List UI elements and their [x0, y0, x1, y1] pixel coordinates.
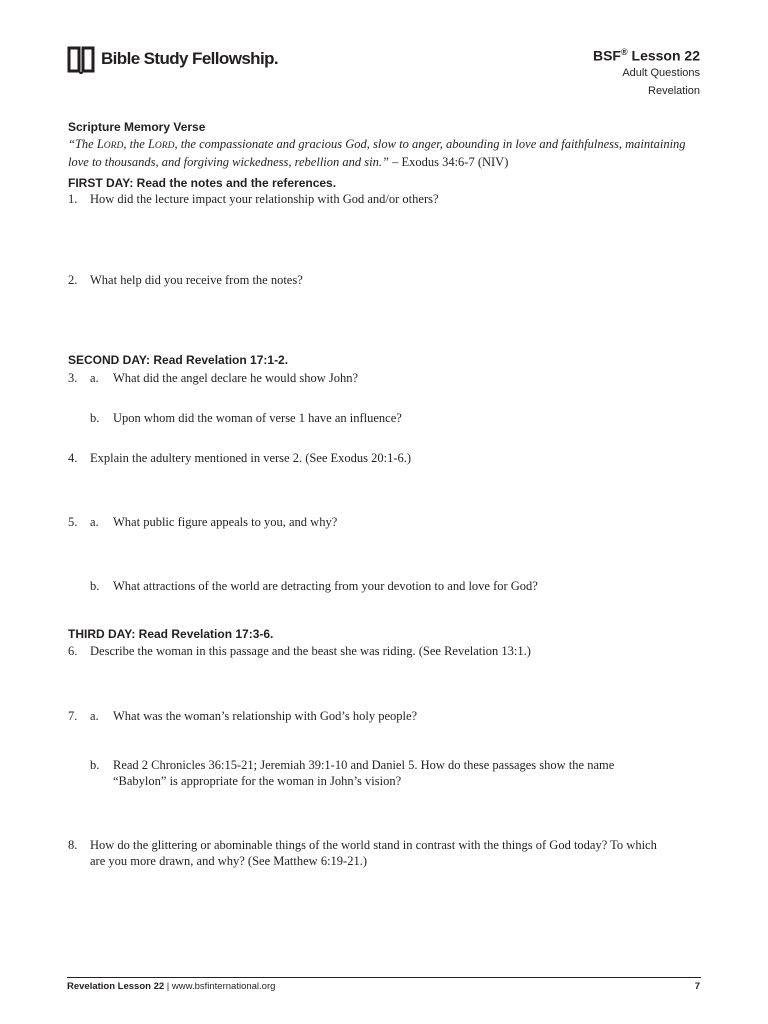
question-5b: What attractions of the world are detracting from your devotion to and love for God?	[113, 579, 538, 593]
question-8-number: 8.	[68, 838, 78, 852]
second-day-heading: SECOND DAY: Read Revelation 17:1-2.	[68, 353, 289, 367]
question-3b-label: b.	[90, 411, 100, 425]
question-2: What help did you receive from the notes?	[90, 273, 303, 287]
question-3a: What did the angel declare he would show John?	[113, 371, 359, 385]
question-6: Describe the woman in this passage and the beast she was riding. (See Revelation 13:1.)	[90, 644, 531, 658]
question-8-line-1: How do the glittering or abominable things of the world stand in contrast with the things of God today? To which	[90, 838, 657, 852]
question-6-number: 6.	[68, 644, 78, 658]
lord-small-caps: ORD	[103, 141, 124, 151]
brand-name: Bible Study Fellowship.	[101, 49, 278, 68]
memory-verse-heading: Scripture Memory Verse	[68, 120, 206, 134]
question-2-number: 2.	[68, 273, 78, 287]
verse-rest: , the compassionate and gracious God, slow to anger, abounding in love and faithfulness, maintaining love to thousands, and forgiving wickedness, rebellion and sin.”	[68, 137, 686, 169]
audience-label: Adult Questions	[622, 67, 700, 79]
memory-verse	[68, 136, 708, 170]
question-3-number: 3.	[68, 371, 78, 385]
question-7a-label: a.	[90, 709, 99, 723]
open-bible-icon	[67, 44, 95, 74]
question-3b: Upon whom did the woman of verse 1 have an influence?	[113, 411, 402, 425]
question-5b-label: b.	[90, 579, 100, 593]
bsf-logo	[67, 44, 278, 74]
footer-lesson: Revelation Lesson 22	[67, 981, 165, 992]
question-3a-label: a.	[90, 371, 99, 385]
question-5a-label: a.	[90, 515, 99, 529]
question-7-number: 7.	[68, 709, 78, 723]
lesson-label: Lesson 22	[631, 47, 700, 64]
first-day-heading: FIRST DAY: Read the notes and the references.	[68, 176, 337, 190]
footer-url[interactable]: www.bsfinternational.org	[171, 981, 276, 992]
third-day-heading: THIRD DAY: Read Revelation 17:3-6.	[68, 627, 274, 641]
registered-mark: ®	[620, 47, 628, 57]
page-number: 7	[694, 981, 700, 992]
question-7b-label: b.	[90, 758, 100, 772]
verse-comma: , the L	[123, 137, 155, 151]
lesson-prefix: BSF	[592, 47, 621, 64]
footer-info	[67, 981, 275, 992]
footer-divider	[67, 977, 701, 978]
question-1: How did the lecture impact your relationship with God and/or others?	[90, 192, 439, 206]
verse-open: “The L	[68, 137, 104, 151]
lesson-title	[593, 47, 700, 64]
lord-small-caps-2: ORD	[154, 141, 175, 151]
question-4-number: 4.	[68, 451, 78, 465]
question-7b-line-2: “Babylon” is appropriate for the woman in John’s vision?	[113, 774, 402, 788]
question-5-number: 5.	[68, 515, 78, 529]
footer-separator: |	[164, 981, 172, 992]
question-8-line-2: are you more drawn, and why? (See Matthew 6:19-21.)	[90, 854, 367, 868]
question-7a: What was the woman’s relationship with God’s holy people?	[113, 709, 418, 723]
question-4: Explain the adultery mentioned in verse 2. (See Exodus 20:1-6.)	[90, 451, 412, 465]
verse-reference: – Exodus 34:6-7 (NIV)	[388, 155, 509, 169]
question-5a: What public figure appeals to you, and why?	[113, 515, 338, 529]
study-book-label: Revelation	[648, 85, 700, 97]
question-7b-line-1: Read 2 Chronicles 36:15-21; Jeremiah 39:1-10 and Daniel 5. How do these passages show the name	[113, 758, 615, 772]
question-1-number: 1.	[68, 192, 78, 206]
